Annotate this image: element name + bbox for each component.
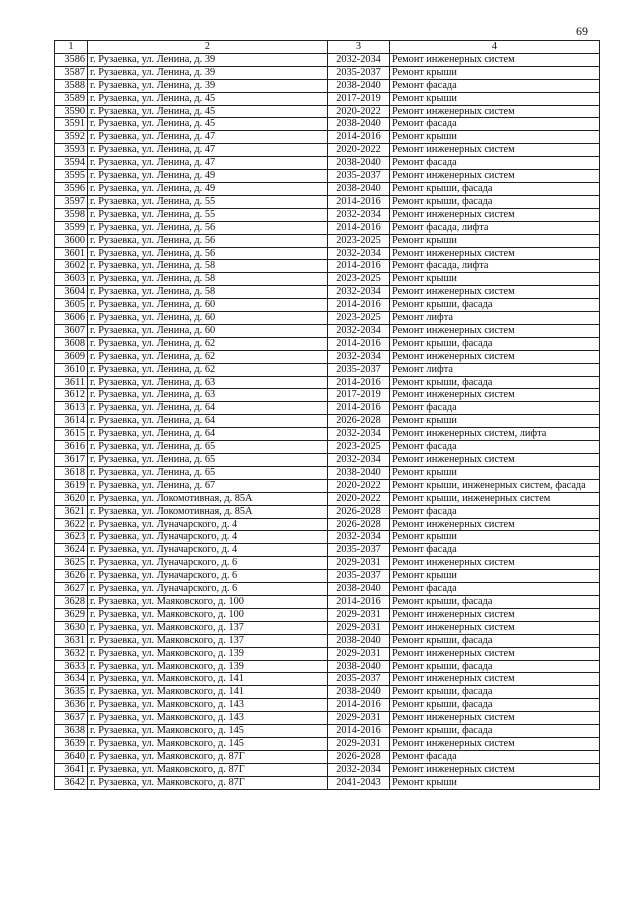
row-number: 3619 [55, 479, 88, 492]
period: 2032-2034 [328, 286, 390, 299]
period: 2020-2022 [328, 479, 390, 492]
row-number: 3635 [55, 686, 88, 699]
row-number: 3641 [55, 763, 88, 776]
row-number: 3603 [55, 273, 88, 286]
period: 2023-2025 [328, 273, 390, 286]
work-type: Ремонт крыши [390, 92, 600, 105]
row-number: 3609 [55, 350, 88, 363]
period: 2014-2016 [328, 376, 390, 389]
row-number: 3628 [55, 595, 88, 608]
work-type: Ремонт инженерных систем [390, 454, 600, 467]
work-type: Ремонт фасада [390, 583, 600, 596]
row-number: 3618 [55, 466, 88, 479]
address: г. Рузаевка, ул. Ленина, д. 58 [88, 286, 328, 299]
period: 2035-2037 [328, 170, 390, 183]
period: 2020-2022 [328, 105, 390, 118]
period: 2038-2040 [328, 634, 390, 647]
table-row [55, 144, 600, 157]
address: г. Рузаевка, ул. Ленина, д. 62 [88, 350, 328, 363]
table-row [55, 324, 600, 337]
period: 2014-2016 [328, 260, 390, 273]
work-type: Ремонт крыши [390, 570, 600, 583]
row-number: 3634 [55, 673, 88, 686]
address: г. Рузаевка, ул. Ленина, д. 64 [88, 415, 328, 428]
table-row [55, 531, 600, 544]
address: г. Рузаевка, ул. Луначарского, д. 4 [88, 531, 328, 544]
address: г. Рузаевка, ул. Ленина, д. 45 [88, 92, 328, 105]
work-type: Ремонт крыши, фасада [390, 660, 600, 673]
row-number: 3594 [55, 157, 88, 170]
work-type: Ремонт крыши [390, 66, 600, 79]
address: г. Рузаевка, ул. Ленина, д. 55 [88, 195, 328, 208]
address: г. Рузаевка, ул. Луначарского, д. 6 [88, 557, 328, 570]
row-number: 3627 [55, 583, 88, 596]
row-number: 3620 [55, 492, 88, 505]
work-type: Ремонт инженерных систем [390, 518, 600, 531]
table-row [55, 492, 600, 505]
address: г. Рузаевка, ул. Ленина, д. 39 [88, 53, 328, 66]
row-number: 3591 [55, 118, 88, 131]
period: 2041-2043 [328, 776, 390, 789]
table-row [55, 195, 600, 208]
column-header-1: 1 [55, 41, 88, 54]
address: г. Рузаевка, ул. Маяковского, д. 137 [88, 634, 328, 647]
address: г. Рузаевка, ул. Маяковского, д. 143 [88, 712, 328, 725]
address: г. Рузаевка, ул. Ленина, д. 39 [88, 79, 328, 92]
work-type: Ремонт крыши, фасада [390, 376, 600, 389]
work-type: Ремонт инженерных систем [390, 673, 600, 686]
table-row [55, 170, 600, 183]
table-row [55, 544, 600, 557]
row-number: 3629 [55, 608, 88, 621]
table-row [55, 299, 600, 312]
table-row [55, 763, 600, 776]
address: г. Рузаевка, ул. Ленина, д. 67 [88, 479, 328, 492]
work-type: Ремонт фасада, лифта [390, 260, 600, 273]
work-type: Ремонт крыши, фасада [390, 595, 600, 608]
period: 2029-2031 [328, 712, 390, 725]
work-type: Ремонт фасада [390, 79, 600, 92]
address: г. Рузаевка, ул. Ленина, д. 56 [88, 221, 328, 234]
table-row [55, 686, 600, 699]
period: 2026-2028 [328, 518, 390, 531]
address: г. Рузаевка, ул. Ленина, д. 49 [88, 170, 328, 183]
row-number: 3592 [55, 131, 88, 144]
work-type: Ремонт фасада, лифта [390, 221, 600, 234]
table-row [55, 647, 600, 660]
row-number: 3608 [55, 337, 88, 350]
period: 2029-2031 [328, 608, 390, 621]
work-type: Ремонт крыши [390, 131, 600, 144]
period: 2038-2040 [328, 466, 390, 479]
table-row [55, 608, 600, 621]
table-row [55, 208, 600, 221]
address: г. Рузаевка, ул. Маяковского, д. 87Г [88, 750, 328, 763]
table-row [55, 105, 600, 118]
row-number: 3605 [55, 299, 88, 312]
period: 2014-2016 [328, 337, 390, 350]
period: 2014-2016 [328, 699, 390, 712]
row-number: 3610 [55, 363, 88, 376]
work-type: Ремонт фасада [390, 118, 600, 131]
address: г. Рузаевка, ул. Ленина, д. 60 [88, 324, 328, 337]
address: г. Рузаевка, ул. Ленина, д. 65 [88, 441, 328, 454]
table-row [55, 505, 600, 518]
address: г. Рузаевка, ул. Ленина, д. 47 [88, 144, 328, 157]
work-type: Ремонт крыши [390, 273, 600, 286]
period: 2029-2031 [328, 621, 390, 634]
address: г. Рузаевка, ул. Ленина, д. 39 [88, 66, 328, 79]
address: г. Рузаевка, ул. Маяковского, д. 100 [88, 608, 328, 621]
table-row [55, 66, 600, 79]
period: 2014-2016 [328, 221, 390, 234]
work-type: Ремонт инженерных систем [390, 324, 600, 337]
address: г. Рузаевка, ул. Ленина, д. 60 [88, 299, 328, 312]
period: 2023-2025 [328, 312, 390, 325]
table-row [55, 557, 600, 570]
row-number: 3631 [55, 634, 88, 647]
row-number: 3600 [55, 234, 88, 247]
period: 2023-2025 [328, 234, 390, 247]
address: г. Рузаевка, ул. Ленина, д. 58 [88, 260, 328, 273]
row-number: 3640 [55, 750, 88, 763]
row-number: 3642 [55, 776, 88, 789]
work-type: Ремонт крыши, фасада [390, 725, 600, 738]
repair-schedule-table [54, 40, 600, 790]
address: г. Рузаевка, ул. Луначарского, д. 6 [88, 570, 328, 583]
address: г. Рузаевка, ул. Маяковского, д. 137 [88, 621, 328, 634]
address: г. Рузаевка, ул. Ленина, д. 63 [88, 389, 328, 402]
work-type: Ремонт крыши, фасада [390, 699, 600, 712]
address: г. Рузаевка, ул. Локомотивная, д. 85А [88, 505, 328, 518]
address: г. Рузаевка, ул. Ленина, д. 45 [88, 118, 328, 131]
table-row [55, 570, 600, 583]
address: г. Рузаевка, ул. Маяковского, д. 141 [88, 673, 328, 686]
address: г. Рузаевка, ул. Маяковского, д. 87Г [88, 763, 328, 776]
period: 2014-2016 [328, 725, 390, 738]
address: г. Рузаевка, ул. Луначарского, д. 4 [88, 544, 328, 557]
work-type: Ремонт инженерных систем [390, 286, 600, 299]
work-type: Ремонт инженерных систем [390, 208, 600, 221]
work-type: Ремонт инженерных систем [390, 389, 600, 402]
period: 2038-2040 [328, 79, 390, 92]
address: г. Рузаевка, ул. Маяковского, д. 141 [88, 686, 328, 699]
work-type: Ремонт фасада [390, 750, 600, 763]
row-number: 3632 [55, 647, 88, 660]
work-type: Ремонт фасада [390, 505, 600, 518]
table-row [55, 712, 600, 725]
row-number: 3586 [55, 53, 88, 66]
work-type: Ремонт фасада [390, 402, 600, 415]
table-row [55, 260, 600, 273]
row-number: 3602 [55, 260, 88, 273]
table-row [55, 92, 600, 105]
period: 2038-2040 [328, 583, 390, 596]
work-type: Ремонт инженерных систем [390, 53, 600, 66]
address: г. Рузаевка, ул. Ленина, д. 56 [88, 234, 328, 247]
table-row [55, 118, 600, 131]
table-row [55, 673, 600, 686]
row-number: 3630 [55, 621, 88, 634]
table-row [55, 725, 600, 738]
work-type: Ремонт крыши [390, 466, 600, 479]
period: 2029-2031 [328, 737, 390, 750]
work-type: Ремонт инженерных систем [390, 144, 600, 157]
table-row [55, 660, 600, 673]
work-type: Ремонт инженерных систем [390, 247, 600, 260]
row-number: 3607 [55, 324, 88, 337]
period: 2029-2031 [328, 647, 390, 660]
work-type: Ремонт инженерных систем [390, 621, 600, 634]
row-number: 3617 [55, 454, 88, 467]
work-type: Ремонт инженерных систем [390, 763, 600, 776]
work-type: Ремонт крыши, фасада [390, 337, 600, 350]
row-number: 3587 [55, 66, 88, 79]
period: 2020-2022 [328, 144, 390, 157]
period: 2032-2034 [328, 208, 390, 221]
table-row [55, 518, 600, 531]
work-type: Ремонт крыши [390, 234, 600, 247]
work-type: Ремонт крыши, фасада [390, 195, 600, 208]
row-number: 3616 [55, 441, 88, 454]
period: 2038-2040 [328, 182, 390, 195]
period: 2038-2040 [328, 157, 390, 170]
period: 2029-2031 [328, 557, 390, 570]
work-type: Ремонт крыши [390, 415, 600, 428]
work-type: Ремонт инженерных систем, лифта [390, 428, 600, 441]
row-number: 3590 [55, 105, 88, 118]
work-type: Ремонт лифта [390, 312, 600, 325]
table-row [55, 595, 600, 608]
row-number: 3611 [55, 376, 88, 389]
work-type: Ремонт крыши, фасада [390, 182, 600, 195]
address: г. Рузаевка, ул. Локомотивная, д. 85А [88, 492, 328, 505]
address: г. Рузаевка, ул. Маяковского, д. 100 [88, 595, 328, 608]
table-row [55, 428, 600, 441]
period: 2014-2016 [328, 595, 390, 608]
table-header-row [55, 41, 600, 54]
address: г. Рузаевка, ул. Ленина, д. 60 [88, 312, 328, 325]
work-type: Ремонт крыши, фасада [390, 299, 600, 312]
address: г. Рузаевка, ул. Ленина, д. 65 [88, 466, 328, 479]
address: г. Рузаевка, ул. Маяковского, д. 145 [88, 725, 328, 738]
table-row [55, 402, 600, 415]
table-row [55, 479, 600, 492]
row-number: 3622 [55, 518, 88, 531]
table-row [55, 79, 600, 92]
period: 2032-2034 [328, 53, 390, 66]
period: 2032-2034 [328, 763, 390, 776]
table-row [55, 441, 600, 454]
work-type: Ремонт инженерных систем [390, 712, 600, 725]
address: г. Рузаевка, ул. Маяковского, д. 139 [88, 647, 328, 660]
work-type: Ремонт лифта [390, 363, 600, 376]
period: 2026-2028 [328, 750, 390, 763]
address: г. Рузаевка, ул. Маяковского, д. 145 [88, 737, 328, 750]
period: 2014-2016 [328, 402, 390, 415]
table-row [55, 776, 600, 789]
period: 2035-2037 [328, 570, 390, 583]
address: г. Рузаевка, ул. Ленина, д. 45 [88, 105, 328, 118]
page-number: 69 [576, 24, 588, 38]
period: 2014-2016 [328, 131, 390, 144]
row-number: 3636 [55, 699, 88, 712]
address: г. Рузаевка, ул. Луначарского, д. 6 [88, 583, 328, 596]
address: г. Рузаевка, ул. Ленина, д. 47 [88, 131, 328, 144]
address: г. Рузаевка, ул. Маяковского, д. 139 [88, 660, 328, 673]
work-type: Ремонт инженерных систем [390, 557, 600, 570]
row-number: 3606 [55, 312, 88, 325]
address: г. Рузаевка, ул. Луначарского, д. 4 [88, 518, 328, 531]
table-row [55, 182, 600, 195]
table-row [55, 337, 600, 350]
period: 2014-2016 [328, 299, 390, 312]
address: г. Рузаевка, ул. Ленина, д. 58 [88, 273, 328, 286]
column-header-3: 3 [328, 41, 390, 54]
row-number: 3588 [55, 79, 88, 92]
address: г. Рузаевка, ул. Ленина, д. 49 [88, 182, 328, 195]
row-number: 3624 [55, 544, 88, 557]
period: 2038-2040 [328, 118, 390, 131]
address: г. Рузаевка, ул. Ленина, д. 65 [88, 454, 328, 467]
work-type: Ремонт инженерных систем [390, 105, 600, 118]
work-type: Ремонт фасада [390, 157, 600, 170]
work-type: Ремонт инженерных систем [390, 647, 600, 660]
table-row [55, 389, 600, 402]
row-number: 3601 [55, 247, 88, 260]
address: г. Рузаевка, ул. Ленина, д. 47 [88, 157, 328, 170]
row-number: 3637 [55, 712, 88, 725]
period: 2032-2034 [328, 454, 390, 467]
address: г. Рузаевка, ул. Ленина, д. 56 [88, 247, 328, 260]
period: 2038-2040 [328, 660, 390, 673]
period: 2017-2019 [328, 92, 390, 105]
table-row [55, 350, 600, 363]
period: 2026-2028 [328, 505, 390, 518]
table-row [55, 286, 600, 299]
row-number: 3639 [55, 737, 88, 750]
table-row [55, 415, 600, 428]
period: 2023-2025 [328, 441, 390, 454]
row-number: 3613 [55, 402, 88, 415]
table-row [55, 53, 600, 66]
address: г. Рузаевка, ул. Ленина, д. 64 [88, 428, 328, 441]
period: 2035-2037 [328, 673, 390, 686]
table-row [55, 454, 600, 467]
row-number: 3597 [55, 195, 88, 208]
row-number: 3626 [55, 570, 88, 583]
row-number: 3615 [55, 428, 88, 441]
period: 2032-2034 [328, 324, 390, 337]
table-row [55, 634, 600, 647]
period: 2035-2037 [328, 544, 390, 557]
address: г. Рузаевка, ул. Ленина, д. 64 [88, 402, 328, 415]
row-number: 3604 [55, 286, 88, 299]
period: 2032-2034 [328, 428, 390, 441]
table-row [55, 583, 600, 596]
address: г. Рузаевка, ул. Ленина, д. 62 [88, 363, 328, 376]
work-type: Ремонт инженерных систем [390, 737, 600, 750]
table-row [55, 131, 600, 144]
row-number: 3621 [55, 505, 88, 518]
row-number: 3612 [55, 389, 88, 402]
table-row [55, 273, 600, 286]
work-type: Ремонт крыши, инженерных систем [390, 492, 600, 505]
row-number: 3596 [55, 182, 88, 195]
row-number: 3614 [55, 415, 88, 428]
table-row [55, 376, 600, 389]
address: г. Рузаевка, ул. Маяковского, д. 143 [88, 699, 328, 712]
period: 2032-2034 [328, 350, 390, 363]
period: 2038-2040 [328, 686, 390, 699]
row-number: 3593 [55, 144, 88, 157]
address: г. Рузаевка, ул. Маяковского, д. 87Г [88, 776, 328, 789]
table-row [55, 363, 600, 376]
row-number: 3595 [55, 170, 88, 183]
column-header-2: 2 [88, 41, 328, 54]
table-row [55, 466, 600, 479]
table-row [55, 750, 600, 763]
period: 2035-2037 [328, 363, 390, 376]
work-type: Ремонт инженерных систем [390, 350, 600, 363]
period: 2017-2019 [328, 389, 390, 402]
period: 2032-2034 [328, 247, 390, 260]
work-type: Ремонт крыши [390, 531, 600, 544]
row-number: 3623 [55, 531, 88, 544]
table-row [55, 621, 600, 634]
table-row [55, 247, 600, 260]
address: г. Рузаевка, ул. Ленина, д. 62 [88, 337, 328, 350]
table-row [55, 234, 600, 247]
table-body [55, 53, 600, 789]
address: г. Рузаевка, ул. Ленина, д. 63 [88, 376, 328, 389]
work-type: Ремонт инженерных систем [390, 170, 600, 183]
address: г. Рузаевка, ул. Ленина, д. 55 [88, 208, 328, 221]
table-row [55, 312, 600, 325]
table-row [55, 737, 600, 750]
period: 2014-2016 [328, 195, 390, 208]
period: 2026-2028 [328, 415, 390, 428]
row-number: 3625 [55, 557, 88, 570]
period: 2020-2022 [328, 492, 390, 505]
table-row [55, 221, 600, 234]
row-number: 3633 [55, 660, 88, 673]
work-type: Ремонт фасада [390, 544, 600, 557]
work-type: Ремонт крыши [390, 776, 600, 789]
work-type: Ремонт крыши, инженерных систем, фасада [390, 479, 600, 492]
work-type: Ремонт фасада [390, 441, 600, 454]
work-type: Ремонт крыши, фасада [390, 634, 600, 647]
row-number: 3598 [55, 208, 88, 221]
row-number: 3599 [55, 221, 88, 234]
row-number: 3589 [55, 92, 88, 105]
column-header-4: 4 [390, 41, 600, 54]
work-type: Ремонт инженерных систем [390, 608, 600, 621]
work-type: Ремонт крыши, фасада [390, 686, 600, 699]
table-row [55, 157, 600, 170]
table-row [55, 699, 600, 712]
period: 2032-2034 [328, 531, 390, 544]
row-number: 3638 [55, 725, 88, 738]
period: 2035-2037 [328, 66, 390, 79]
